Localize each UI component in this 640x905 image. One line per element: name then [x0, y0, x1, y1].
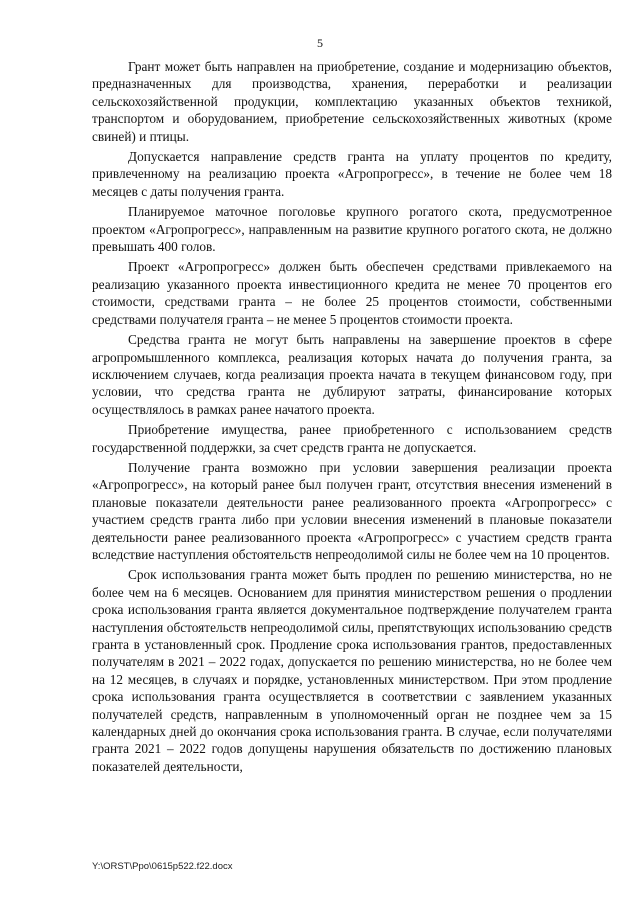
paragraph-2: Допускается направление средств гранта на уплату процентов по кредиту, привлеченному на реализацию проекта «Агропрогресс», в течение не более чем 18 месяцев с даты получения гранта.: [92, 149, 612, 199]
paragraph-1: Грант может быть направлен на приобретение, создание и модернизацию объектов, предназначенных для производства, хранения, переработки и реализации сельскохозяйственной продукции, комплектацию указанных объектов техникой, транспортом и оборудованием, приобретение сельскохозяйственных животных (кроме свиней) и птицы.: [92, 59, 612, 144]
document-body: [92, 58, 612, 778]
paragraph-7: Получение гранта возможно при условии завершения реализации проекта «Агропрогресс», на который ранее был получен грант, отсутствия внесения изменений в плановые показатели деятельности ранее реализованного проекта «Агропрогресс» с участием средств гранта либо при условии внесения изменений в плановые показатели деятельности ранее реализованного проекта «Агропрогресс» с участием средств гранта вследствие наступления обстоятельств непреодолимой силы не более чем на 10 процентов.: [92, 459, 612, 562]
footer-file-path: Y:\ORST\Ppo\0615p522.f22.docx: [92, 861, 233, 872]
paragraph-3: Планируемое маточное поголовье крупного рогатого скота, предусмотренное проектом «Агропрогресс», направленным на развитие крупного рогатого скота, не должно превышать 400 голов.: [92, 204, 612, 255]
paragraph-8: Срок использования гранта может быть продлен по решению министерства, но не более чем на 6 месяцев. Основанием для принятия министерством решения о продлении срока использования гранта является документальное подтверждение получателем гранта наступления обстоятельств непреодолимой силы, препятствующих использованию средств гранта в установленный срок. Продление срока использования грантов, предоставленных получателям в 2021 – 2022 годах, допускается по решению министерства, но не более чем на 12 месяцев, в случаях и порядке, установленных министерством. При этом продление срока использования гранта осуществляется в соответствии с заявлением указанных получателей средств, направленным в уполномоченный орган не позднее чем за 15 календарных дней до окончания срока использования гранта. В случае, если получателями гранта 2021 – 2022 годов допущены нарушения обязательств по достижению плановых показателей деятельности,: [92, 567, 612, 774]
page-number: 5: [317, 36, 323, 50]
paragraph-4: Проект «Агропрогресс» должен быть обеспечен средствами привлекаемого на реализацию указанного проекта инвестиционного кредита не менее 70 процентов его стоимости, средствами гранта – не более 25 процентов стоимости, собственными средствами получателя гранта – не менее 5 процентов стоимости проекта.: [92, 259, 612, 327]
paragraph-5: Средства гранта не могут быть направлены на завершение проектов в сфере агропромышленного комплекса, реализация которых начата до получения гранта, за исключением случаев, когда реализация проекта начата в текущем финансовом году, при условии, что средства гранта не дублируют затраты, финансирование которых осуществлялось в рамках ранее начатого проекта.: [92, 332, 612, 417]
paragraph-6: Приобретение имущества, ранее приобретенного с использованием средств государственной поддержки, за счет средств гранта не допускается.: [92, 422, 612, 455]
